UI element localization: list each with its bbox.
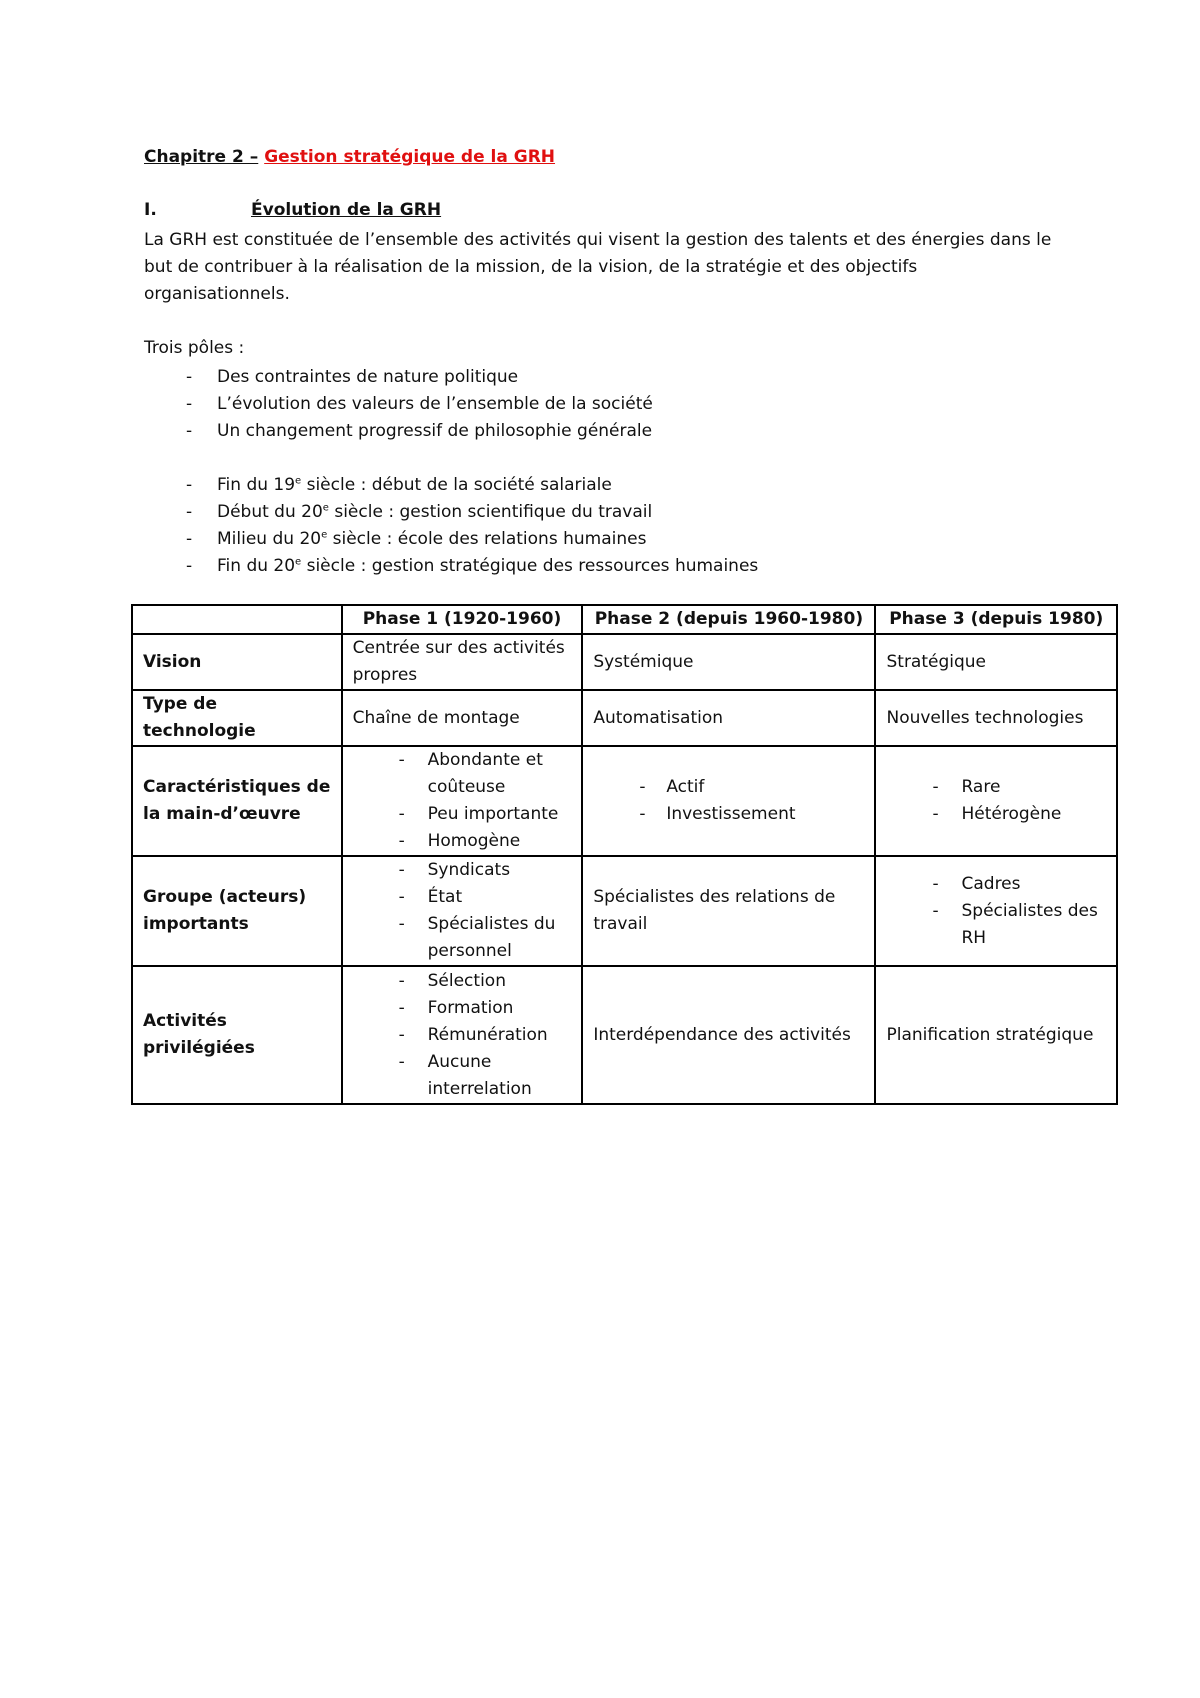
list-item: - Peu importante — [353, 801, 572, 828]
list-item: - Début du 20e siècle : gestion scientifique du travail — [144, 499, 758, 526]
row-label: Groupe (acteurs) importants — [132, 856, 342, 966]
list-item: - Fin du 19e siècle : début de la société salariale — [144, 472, 758, 499]
list-item: - Hétérogène — [886, 801, 1106, 828]
poles-intro: Trois pôles : — [144, 338, 245, 358]
table-row — [132, 634, 1117, 690]
header-phase-1: Phase 1 (1920-1960) — [342, 605, 583, 634]
section-title: Évolution de la GRH — [251, 200, 442, 220]
table-cell — [342, 856, 583, 966]
table-cell — [875, 856, 1117, 966]
list-item: - Actif — [593, 774, 864, 801]
list-item: - Aucune interrelation — [353, 1049, 572, 1103]
table-row — [132, 966, 1117, 1104]
table-cell: Nouvelles technologies — [875, 690, 1117, 746]
table-cell: Automatisation — [582, 690, 875, 746]
list-item: - Cadres — [886, 871, 1106, 898]
chapter-subject: Gestion stratégique de la GRH — [264, 147, 556, 167]
list-item: - Investissement — [593, 801, 864, 828]
phases-table — [131, 604, 1118, 1105]
header-phase-3: Phase 3 (depuis 1980) — [875, 605, 1117, 634]
table-cell: Stratégique — [875, 634, 1117, 690]
table-cell — [342, 746, 583, 856]
list-item: - Sélection — [353, 968, 572, 995]
row-label: Type de technologie — [132, 690, 342, 746]
intro-paragraph: La GRH est constituée de l’ensemble des activités qui visent la gestion des talents et des énergies dans le but de contribuer à la réalisation de la mission, de la vision, de la stratégie et des objectifs organisationnels. — [144, 230, 1052, 304]
table-row — [132, 856, 1117, 966]
header-empty — [132, 605, 342, 634]
table-cell — [582, 746, 875, 856]
table-cell: Centrée sur des activités propres — [342, 634, 583, 690]
list-item: - État — [353, 884, 572, 911]
list-item: - Formation — [353, 995, 572, 1022]
table-cell — [342, 966, 583, 1104]
table-cell: Planification stratégique — [875, 966, 1117, 1104]
table-header-row — [132, 605, 1117, 634]
list-item: - Abondante et coûteuse — [353, 747, 572, 801]
table-cell: Chaîne de montage — [342, 690, 583, 746]
poles-list — [144, 364, 653, 445]
list-item: - L’évolution des valeurs de l’ensemble de la société — [144, 391, 653, 418]
row-label: Activités privilégiées — [132, 966, 342, 1104]
list-item: - Des contraintes de nature politique — [144, 364, 653, 391]
table-cell: Spécialistes des relations de travail — [582, 856, 875, 966]
chapter-label: Chapitre 2 – — [144, 147, 259, 167]
list-item: - Rémunération — [353, 1022, 572, 1049]
list-item: - Syndicats — [353, 857, 572, 884]
list-item: - Un changement progressif de philosophie générale — [144, 418, 653, 445]
row-label: Vision — [132, 634, 342, 690]
list-item: - Rare — [886, 774, 1106, 801]
row-label: Caractéristiques de la main-d’œuvre — [132, 746, 342, 856]
list-item: - Milieu du 20e siècle : école des relations humaines — [144, 526, 758, 553]
list-item: - Spécialistes des RH — [886, 898, 1106, 952]
table-cell — [875, 746, 1117, 856]
section-number: I. — [144, 200, 157, 220]
list-item: - Homogène — [353, 828, 572, 855]
chapter-heading — [144, 147, 555, 167]
section-heading — [144, 200, 441, 220]
list-item: - Spécialistes du personnel — [353, 911, 572, 965]
list-item: - Fin du 20e siècle : gestion stratégique des ressources humaines — [144, 553, 758, 580]
table-cell: Systémique — [582, 634, 875, 690]
table-row — [132, 746, 1117, 856]
timeline-list — [144, 472, 758, 580]
table-row — [132, 690, 1117, 746]
table-cell: Interdépendance des activités — [582, 966, 875, 1104]
header-phase-2: Phase 2 (depuis 1960-1980) — [582, 605, 875, 634]
